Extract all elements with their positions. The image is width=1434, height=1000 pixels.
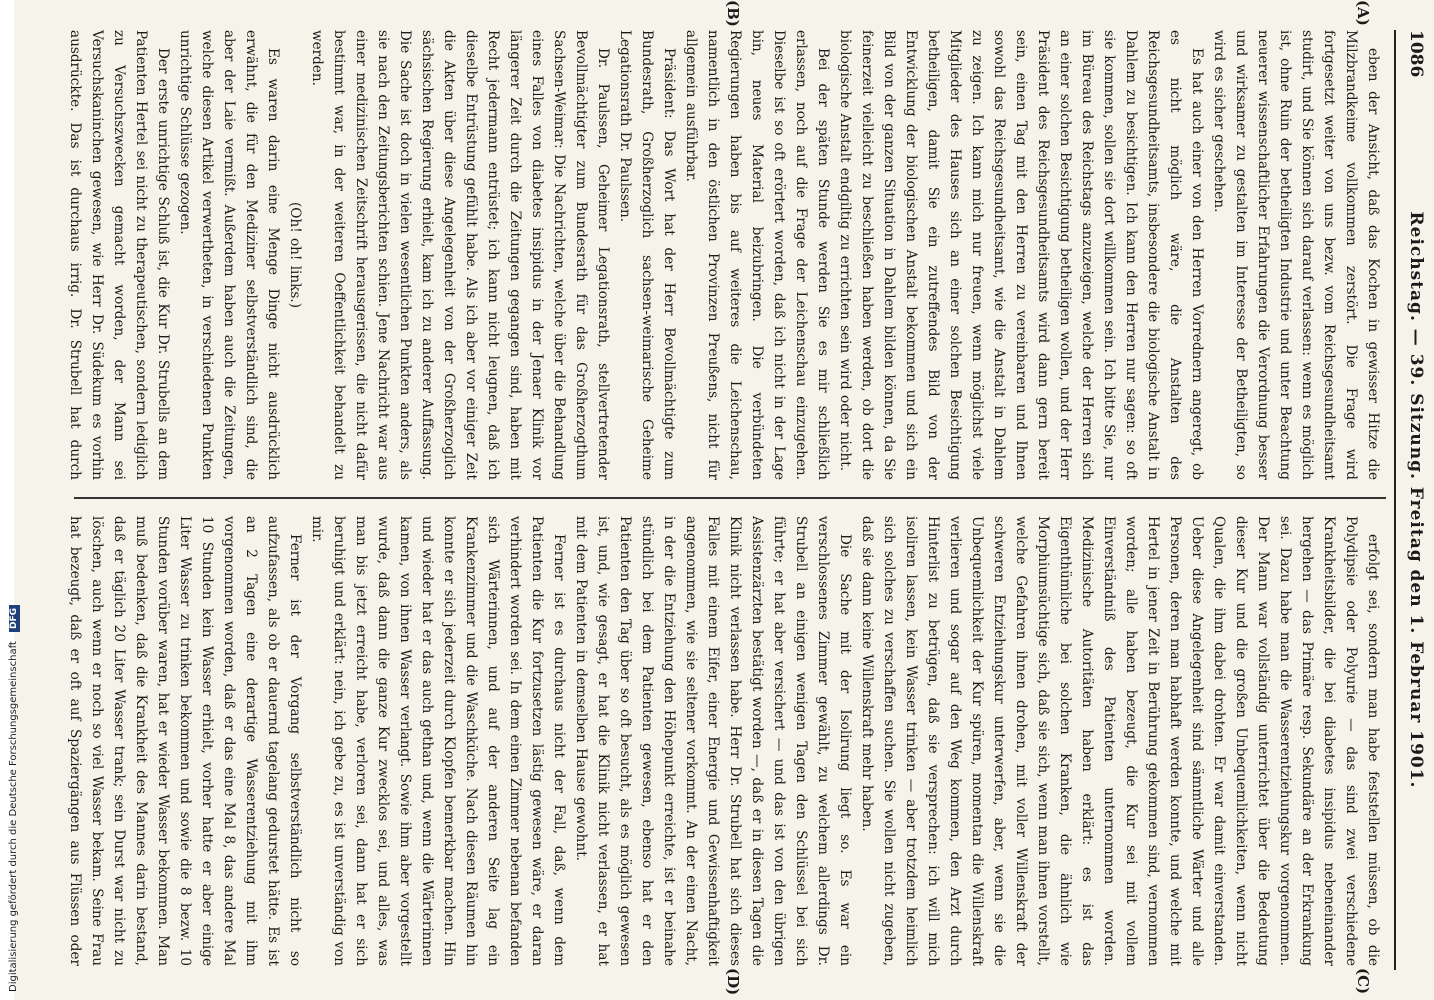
page-number: 1086 xyxy=(1406,30,1426,78)
section-marker-a: (A) xyxy=(1354,0,1372,26)
paragraph: Ferner ist es durchaus nicht der Fall, daß, wenn dem Patienten die Kur fortzusetzen lästig gewesen wäre, er daran verhindert worden sei. In dem einen Zimmer nebenan befanden sich Wärterinnen, und auf der anderen Seite lag ein Krankenzimmer und die Waschküche. Nach diesen Räumen hin konnte er sich jederzeit durch Klopfen bemerkbar machen. Hin und wieder hat er das auch gethan und, wenn die Wärterinnen kamen, von ihnen Wasser verlangt. Sowie ihm aber vorgestellt wurde, daß dann die ganze Kur zwecklos sei, und alles, was man bis jetzt erreicht habe, verloren sei, dann hat er sich beruhigt und erklärt: nein, ich gebe zu, es ist unverständig von mir. xyxy=(309,516,567,966)
paragraph: Ferner ist der Vorgang selbstverständlich nicht so aufzufassen, als ob er dauernd tagelang gedurstet hätte. Es ist an 2 Tagen eine derartige Wasserentziehung mit ihm vorgenommen worden, daß er das eine Mal 8, das andere Mal 10 Stunden kein Wasser erhielt, vorher hatte er aber einige Liter Wasser zu trinken bekommen und sowie die 8 bezw. 10 Stunden vorüber waren, hat er wieder Wasser bekommen. Man muß bedenken, daß die Krankheit des Mannes darin bestand, daß er täglich 20 Liter Wasser trank; sein Durst war nicht zu löschen, auch wenn er noch so viel Wasser bekam. Seine Frau hat bezeugt, daß er oft auf Spaziergängen aus Flüssen oder xyxy=(67,516,303,966)
paragraph: Es waren darin eine Menge Dinge nicht ausdrücklich erwähnt, die für den Mediziner selbstverständlich sind, die aber der Laie vermißt. Außerdem haben auch die Zeitungen, welche diesen Artikel verwertheten, in verschiedenen Punkten unrichtige Schlüsse gezogen. xyxy=(177,30,281,480)
paragraph: Bei der späten Stunde werden Sie es mir schließlich erlassen, noch auf die Frage der Leichenschau einzugehen. Dieselbe ist so oft erörtert worden, daß ich nicht in der Lage bin, neues Material beizubringen. Die verbündeten Regierungen haben bis auf weiteres die Leichenschau, namentlich in den östlichen Provinzen Preußens, nicht für allgemein ausführbar. xyxy=(683,30,831,480)
footer-credit-text: Digitalisierung gefördert durch die Deutsche Forschungsgemeinschaft xyxy=(8,641,19,992)
text-column-right xyxy=(64,516,1384,966)
dfg-logo: DFG xyxy=(9,605,20,632)
paragraph: Dr. Paulssen, Geheimer Legationsrath, stellvertretender Bevollmächtigter zum Bundesrath für das Großherzogthum Sachsen-Weimar: Die Nachrichten, welche über die Behandlung eines Falles von diabetes insipidus in der Jenaer Klinik vor längerer Zeit durch die Zeitungen gegangen sind, haben mit Recht jedermann entrüstet; ich kann nicht leugnen, daß ich dieselbe Entrüstung gefühlt habe. Als ich aber vor einiger Zeit die Akten über diese Angelegenheit von der Großherzoglich sächsischen Regierung erhielt, kam ich zu anderer Auffassung. Die Sache ist doch in vielen wesentlichen Punkten anders, als sie nach den Zeitungsberichten schien. Jene Nachricht war aus einer medizinischen Zeitschrift herausgerissen, die nicht dafür bestimmt war, in der weiteren Oeffentlichkeit behandelt zu werden. xyxy=(309,30,611,480)
section-marker-d: (D) xyxy=(724,968,742,996)
running-title: Reichstag. — 39. Sitzung. Freitag den 1. Februar 1901. xyxy=(1406,211,1426,789)
rotated-page-content xyxy=(14,0,1434,1000)
text-column-left xyxy=(64,30,1384,480)
paragraph: erfolgt sei, sondern man habe feststellen müssen, ob die Polydipsie oder Polyurie — das sind zwei verschiedene Krankheitsbilder, die bei diabetes insipidus nebeneinander hergehen — das Primäre resp. Sekundäre an der Erkrankung sei. Dazu habe man die Wasserentziehungskur vorgenommen. Der Mann war vollständig unterrichtet über die Bedeutung dieser Kur und die großen Unbequemlichkeiten, wenn nicht Qualen, die ihm dabei drohten. Er war damit einverstanden. Ueber diese Angelegenheit sind sämmtliche Wärter und alle Personen, deren man habhaft werden konnte, und welche mit Hertel in jener Zeit in Berührung gekommen sind, vernommen worden; alle haben bezeugt, die Kur sei mit vollem Einverständniß des Patienten unternommen worden. Medizinische Autoritäten haben erklärt: es ist das Eigenthümliche bei solchen Kranken, die ähnlich wie Morphiumsüchtige sich, daß sie sich, wenn man ihnen vorstellt, welche Gefahren ihnen drohen, mit voller Willenskraft der schweren Entziehungskur unterwerfen, aber, wenn sie die Unbequemlichkeit der Kur spüren, momentan die Willenskraft verlieren und sogar auf den Weg kommen, den Arzt durch Hinterlist zu betrügen, daß sie versprechen: ich will mich isoliren lassen, kein Wasser trinken — aber trotzdem heimlich sich solches zu verschaffen suchen. Sie wollen nicht zugeben, daß sie dann keine Willenskraft mehr haben. xyxy=(859,516,1381,966)
interjection: (Oh! oh! links.) xyxy=(287,202,303,308)
section-marker-c: (C) xyxy=(1354,968,1372,995)
section-marker-b: (B) xyxy=(724,0,742,27)
scanned-page xyxy=(14,0,1434,1000)
paragraph: Es hat auch einer von den Herren Vorrednern angeregt, ob es nicht möglich wäre, die Anstalten des Reichsgesundheitsamts, insbesondere die biologische Anstalt in Dahlem zu besichtigen. Ich kann den Herren nur sagen: so oft sie kommen, sollen sie dort willkommen sein. Ich bitte Sie, nur im Büreau des Reichstags anzuzeigen, welche der Herren sich an einer solchen Besichtigung betheiligen wollen, und der Herr Präsident des Reichsgesundheitsamts wird dann gern bereit sein, einen Tag mit den Herren zu vereinbaren und Ihnen sowohl das Reichsgesundheitsamt, wie die Anstalt in Dahlem zu zeigen. Ich kann mich nur freuen, wenn möglichst viele Mitglieder des Hauses sich an einer solchen Besichtigung betheiligen, damit Sie ein zutreffendes Bild von der Entwicklung der biologischen Anstalt bekommen und sich ein Bild von der ganzen Situation in Dahlem bilden können, da Sie feinerzeit vielleicht zu beschließen haben werden, ob dort die biologische Anstalt endgiltig zu errichten sein wird oder nicht. xyxy=(837,30,1205,480)
header-rule xyxy=(1394,30,1396,970)
page-header xyxy=(1402,30,1426,970)
paragraph: Die Sache mit der Isolirung liegt so. Es war ein verschlossenes Zimmer gewählt, zu welchem allerdings Dr. Strubell an einigen wenigen Tagen den Schlüssel bei sich führte; er hat aber versichert — und das ist von den übrigen Assistenzärzten bestätigt worden —, daß er in diesen Tagen die Klinik nicht verlassen habe. Herr Dr. Strubell hat sich dieses Falles mit einem Eifer, einer Energie und Gewissenhaftigkeit angenommen, wie sie seltener vorkommt. An der einen Nacht, in der die Entziehung den Höhepunkt erreichte, ist er beinahe stündlich bei dem Patienten gewesen, ebenso hat er den Patienten den Tag über so oft besucht, als es möglich gewesen ist, und, wie gesagt, er hat die Klinik nicht verlassen, er hat mit dem Patienten in demselben Hause gewohnt. xyxy=(573,516,853,966)
paragraph: Präsident: Das Wort hat der Herr Bevollmächtigte zum Bundesrath, Großherzoglich sachsen-weimarische Geheime Legationsrath Dr. Paulssen. xyxy=(617,30,677,480)
column-divider xyxy=(74,497,1386,499)
paragraph: eben der Ansicht, daß das Kochen in gewisser Hitze die Milzbrandkeime vollkommen zerstört. Die Frage wird fortgesetzt weiter von uns bezw. vom Reichsgesundheitsamt studirt, und Sie können sich darauf verlassen: wenn es möglich ist, ohne Ruin der betheiligten Industrie und unter Beachtung neuerer wissenschaftlicher Erfahrungen die Verordnung besser und wirksamer zu gestalten im Interesse der Betheiligten, so wird es sicher geschehen. xyxy=(1211,30,1381,480)
paragraph: Der erste unrichtige Schluß ist, die Kur Dr. Strubells an dem Patienten Hertel sei nicht zu therapeutischen, sondern lediglich zu Versuchszwecken gemacht worden, der Mann sei Versuchskaninchen gewesen, wie Herr Dr. Südekum es vorhin ausdrückte. Das ist durchaus irrig. Dr. Strubell hat durch xyxy=(67,30,171,480)
digitization-footer xyxy=(0,0,19,1000)
